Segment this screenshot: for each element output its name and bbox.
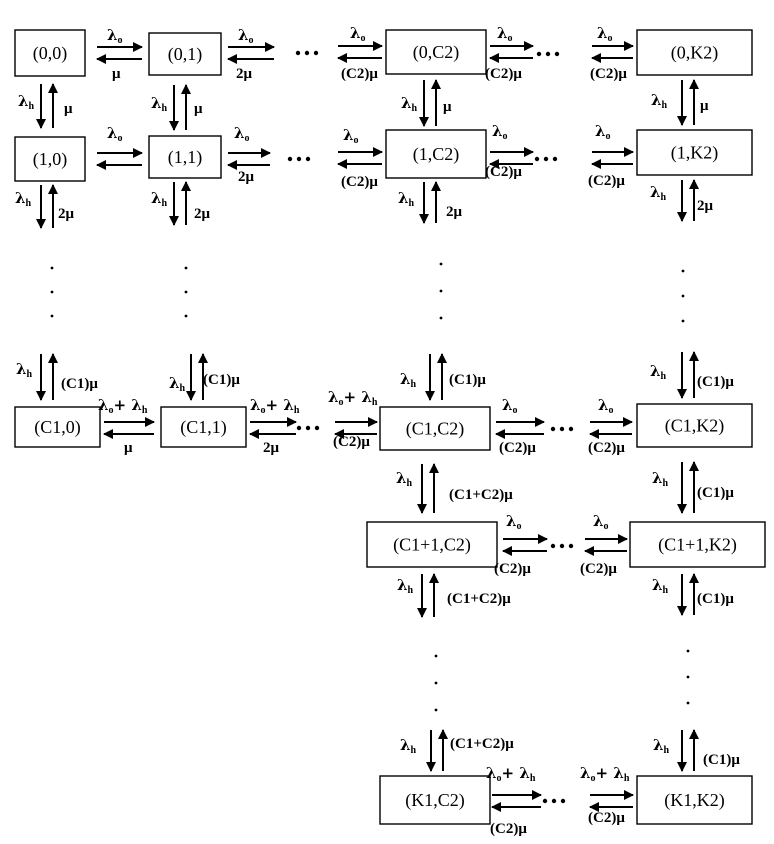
rate-label: (C2)μ	[333, 434, 370, 450]
rate-label: (C1+C2)μ	[450, 736, 514, 752]
state-label: (1,1)	[167, 147, 203, 167]
rate-label: $\lambda_o$	[343, 126, 359, 146]
state-11	[149, 136, 221, 178]
rate-label: $\lambda_h$	[16, 360, 33, 380]
state-k1k2	[637, 776, 752, 824]
state-boxes	[15, 30, 765, 824]
ellipsis-dot	[185, 315, 188, 318]
state-label: (1,K2)	[670, 142, 719, 163]
ellipsis-dot	[537, 52, 541, 56]
ellipsis-dot	[305, 51, 309, 55]
state-c10	[15, 407, 100, 447]
rate-label: (C2)μ	[580, 561, 617, 577]
state-0c2	[386, 30, 486, 74]
rate-label: $\lambda_h$	[169, 374, 186, 394]
state-label: (0,0)	[32, 43, 68, 63]
rate-label: $\lambda_o$	[506, 512, 522, 532]
state-c1p1k2	[630, 522, 765, 567]
transition-arrows	[41, 46, 694, 807]
ellipsis-dot	[185, 267, 188, 270]
state-c1c2	[380, 407, 490, 450]
rate-label: $\lambda_o$	[595, 122, 611, 142]
state-label: (0,C2)	[412, 42, 460, 62]
rate-label: (C2)μ	[485, 164, 522, 180]
rate-label: (C1)μ	[697, 591, 734, 607]
ellipsis-dot	[687, 702, 690, 705]
ellipsis-dot	[552, 799, 556, 803]
rate-label: $\lambda_o$	[238, 26, 254, 46]
rate-label: (C2)μ	[588, 440, 625, 456]
ellipsis-dot	[51, 267, 54, 270]
rate-label: μ	[700, 98, 709, 114]
rate-label: $\lambda_h$	[400, 370, 417, 390]
ellipsis-dot	[440, 317, 443, 320]
rate-label: $\lambda_h$	[15, 189, 32, 209]
ellipsis-dot	[682, 295, 685, 298]
ellipsis-dot	[555, 52, 559, 56]
rate-label: μ	[443, 99, 452, 115]
rate-label: $\lambda_o+ \lambda_h$	[486, 764, 536, 784]
state-label: (C1+1,C2)	[393, 534, 471, 555]
state-label: (K1,C2)	[405, 790, 465, 810]
ellipsis-dot	[51, 291, 54, 294]
rate-label: $\lambda_o+ \lambda_h$	[328, 388, 378, 408]
rate-label: $\lambda_h$	[653, 736, 670, 756]
state-1k2	[637, 130, 752, 175]
rate-label: (C1)μ	[697, 374, 734, 390]
rate-label: μ	[124, 440, 133, 456]
rate-label: 2μ	[58, 206, 75, 222]
rate-label: $\lambda_h$	[652, 576, 669, 596]
ellipsis-dot	[185, 291, 188, 294]
ellipsis-dot	[314, 51, 318, 55]
state-label: (C1,K2)	[664, 415, 725, 436]
rate-label: (C1)μ	[449, 372, 486, 388]
rate-label: μ	[112, 66, 121, 82]
rate-label: $\lambda_o$	[107, 26, 123, 46]
rate-label: $\lambda_h$	[396, 469, 413, 489]
rate-label: $\lambda_o$	[107, 124, 123, 144]
rate-label: (C2)μ	[499, 440, 536, 456]
rate-label: $\lambda_o$	[350, 24, 366, 44]
ellipsis-dot	[296, 51, 300, 55]
rate-label: (C2)μ	[490, 821, 527, 837]
state-00	[15, 30, 85, 76]
ellipsis-dot	[546, 52, 550, 56]
rate-label: $\lambda_h$	[401, 94, 418, 114]
ellipsis-dot	[288, 157, 292, 161]
rate-label: (C1)μ	[203, 372, 240, 388]
ellipsis-dot	[315, 426, 319, 430]
state-label: (1,C2)	[412, 144, 460, 164]
ellipsis-dot	[535, 157, 539, 161]
state-c11	[161, 407, 246, 447]
rate-label: $\lambda_o$	[492, 122, 508, 142]
ellipsis-dot	[306, 426, 310, 430]
rate-label: 2μ	[263, 440, 280, 456]
rate-label: $\lambda_o$	[502, 396, 518, 416]
rate-label: 2μ	[238, 169, 255, 185]
rate-label: (C1+C2)μ	[449, 487, 513, 503]
ellipsis-dot	[561, 799, 565, 803]
ellipsis-dot	[553, 157, 557, 161]
rate-label: $\lambda_h$	[18, 92, 35, 112]
rate-label: $\lambda_h$	[151, 189, 168, 209]
rate-label: μ	[194, 101, 203, 117]
rate-label: $\lambda_h$	[651, 91, 668, 111]
state-c1k2	[637, 404, 752, 447]
state-01	[149, 33, 221, 75]
rate-label: (C2)μ	[590, 66, 627, 82]
ellipsis-dot	[297, 157, 301, 161]
rate-label: $\lambda_h$	[397, 576, 414, 596]
state-k1c2	[380, 776, 490, 824]
ellipsis-dot	[560, 427, 564, 431]
ellipsis-dot	[543, 799, 547, 803]
rate-label: (C2)μ	[485, 66, 522, 82]
rate-label: $\lambda_o+ \lambda_h$	[250, 396, 300, 416]
ellipsis-dot	[569, 544, 573, 548]
rate-label: 2μ	[194, 206, 211, 222]
rate-label: (C2)μ	[341, 174, 378, 190]
rate-label: 2μ	[236, 66, 253, 82]
ellipsis-dot	[306, 157, 310, 161]
ellipsis-dot	[435, 682, 438, 685]
rate-label: 2μ	[697, 198, 714, 214]
ellipsis-dot	[682, 270, 685, 273]
rate-label: (C2)μ	[341, 66, 378, 82]
rate-label: $\lambda_h$	[650, 183, 667, 203]
rate-label: (C2)μ	[588, 810, 625, 826]
ellipsis-dot	[435, 709, 438, 712]
ellipsis-dot	[51, 315, 54, 318]
rate-label: $\lambda_o$	[234, 124, 250, 144]
rate-label: (C1)μ	[61, 376, 98, 392]
ellipsis-dot	[440, 263, 443, 266]
ellipsis-dot	[297, 426, 301, 430]
state-label: (C1+1,K2)	[658, 534, 737, 555]
state-10	[15, 137, 85, 181]
ellipsis-dot	[687, 676, 690, 679]
rate-label: (C2)μ	[494, 561, 531, 577]
ellipsis-dot	[551, 427, 555, 431]
state-label: (C1,1)	[180, 417, 227, 437]
rate-label: $\lambda_h$	[151, 94, 168, 114]
ellipsis-dot	[435, 655, 438, 658]
rate-label: $\lambda_o+ \lambda_h$	[580, 764, 630, 784]
rate-label: $\lambda_h$	[400, 736, 417, 756]
rate-label: 2μ	[446, 204, 463, 220]
transition-labels	[15, 24, 740, 837]
rate-label: $\lambda_h$	[650, 362, 667, 382]
state-label: (C1,0)	[34, 417, 81, 437]
state-c1p1c2	[367, 522, 497, 567]
rate-label: μ	[64, 101, 73, 117]
rate-label: (C1+C2)μ	[447, 591, 511, 607]
ellipsis-dot	[440, 290, 443, 293]
rate-label: (C1)μ	[703, 752, 740, 768]
rate-label: $\lambda_o$	[597, 24, 613, 44]
rate-label: $\lambda_o$	[598, 396, 614, 416]
state-label: (0,K2)	[670, 42, 719, 63]
state-label: (C1,C2)	[405, 418, 465, 439]
state-label: (0,1)	[167, 44, 203, 64]
rate-label: (C2)μ	[588, 173, 625, 189]
rate-label: $\lambda_o+ \lambda_h$	[98, 396, 148, 416]
state-1c2	[386, 130, 486, 178]
state-0k2	[637, 30, 752, 75]
rate-label: $\lambda_h$	[398, 189, 415, 209]
state-label: (K1,K2)	[664, 790, 725, 810]
rate-label: (C1)μ	[697, 485, 734, 501]
ellipsis-dot	[682, 320, 685, 323]
rate-label: $\lambda_o$	[497, 24, 513, 44]
state-label: (1,0)	[32, 149, 68, 169]
ellipsis-dot	[569, 427, 573, 431]
ellipsis-dot	[687, 650, 690, 653]
ellipsis-dot	[544, 157, 548, 161]
ellipsis-dot	[551, 544, 555, 548]
ellipsis-dot	[560, 544, 564, 548]
rate-label: $\lambda_o$	[593, 512, 609, 532]
rate-label: $\lambda_h$	[652, 469, 669, 489]
